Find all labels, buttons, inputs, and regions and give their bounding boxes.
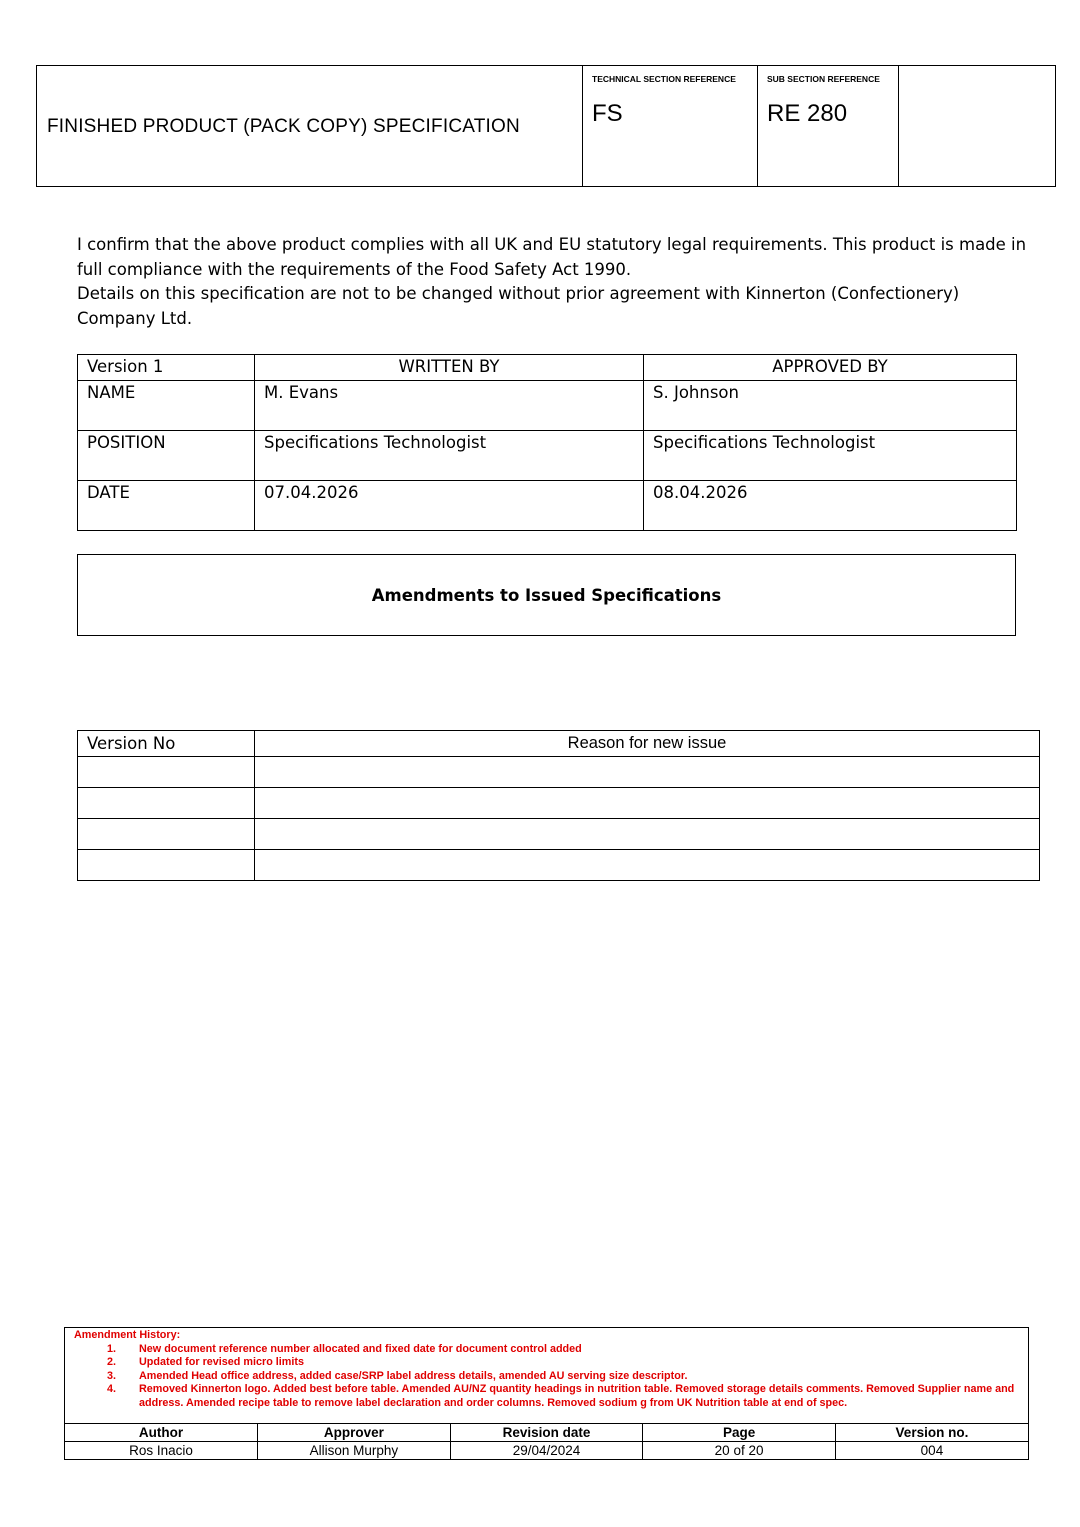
version-no-value: 004 [835, 1442, 1028, 1460]
row-label: NAME [78, 381, 255, 431]
approver-value: Allison Murphy [258, 1442, 451, 1460]
revision-date-header: Revision date [450, 1424, 643, 1442]
version-no-cell [78, 819, 255, 850]
item-number: 4. [107, 1383, 117, 1395]
table-row [78, 757, 1040, 788]
document-footer [64, 1327, 1029, 1460]
written-value: M. Evans [255, 381, 644, 431]
item-text: Removed Kinnerton logo. Added best before table. Amended AU/NZ quantity headings in nutrition table. Removed storage details comments. Removed Supplier name and address. Amended recipe table to remove label declaration and order columns. Removed sodium g from UK Nutrition table at end of spec. [139, 1383, 1015, 1409]
reason-cell [255, 850, 1040, 881]
signoff-table [77, 354, 1017, 531]
list-item [74, 1343, 1019, 1357]
document-control-table [65, 1423, 1028, 1459]
version-no-cell [78, 757, 255, 788]
version-no-header: Version No [78, 731, 255, 757]
list-item [74, 1356, 1019, 1370]
version-table [77, 730, 1040, 881]
signoff-header-row [78, 355, 1017, 381]
item-number: 3. [107, 1369, 117, 1382]
version-cell: Version 1 [78, 355, 255, 381]
item-number: 1. [107, 1342, 117, 1355]
table-row [78, 788, 1040, 819]
list-item [74, 1383, 1019, 1410]
table-row [78, 850, 1040, 881]
item-text: Updated for revised micro limits [139, 1356, 304, 1368]
sub-section-label: SUB SECTION REFERENCE [767, 74, 880, 84]
table-row [78, 381, 1017, 431]
approved-value: Specifications Technologist [644, 431, 1017, 481]
amendment-list [74, 1343, 1019, 1411]
row-label: DATE [78, 481, 255, 531]
blank-cell [899, 66, 1055, 186]
author-value: Ros Inacio [65, 1442, 258, 1460]
written-value: Specifications Technologist [255, 431, 644, 481]
technical-section-value: FS [592, 100, 623, 127]
amendment-history [65, 1328, 1028, 1423]
revision-date-value: 29/04/2024 [450, 1442, 643, 1460]
item-text: New document reference number allocated and fixed date for document control added [139, 1342, 582, 1355]
amendments-heading: Amendments to Issued Specifications [77, 554, 1016, 636]
control-value-row [65, 1442, 1028, 1460]
sub-section-cell [758, 66, 899, 186]
approver-header: Approver [258, 1424, 451, 1442]
reason-cell [255, 788, 1040, 819]
version-no-cell [78, 850, 255, 881]
title-cell [37, 66, 583, 186]
compliance-statement [77, 233, 1027, 331]
written-value: 07.04.2026 [255, 481, 644, 531]
sub-section-value: RE 280 [767, 100, 848, 127]
item-text: Amended Head office address, added case/SRP label address details, amended AU serving size descriptor. [139, 1369, 688, 1382]
reason-header: Reason for new issue [255, 731, 1040, 757]
table-row [78, 481, 1017, 531]
document-header [36, 65, 1056, 187]
reason-cell [255, 757, 1040, 788]
table-row [78, 819, 1040, 850]
approved-value: S. Johnson [644, 381, 1017, 431]
reason-cell [255, 819, 1040, 850]
page-number-value: 20 of 20 [643, 1442, 836, 1460]
amendment-history-title: Amendment History: [74, 1329, 181, 1341]
control-header-row [65, 1424, 1028, 1442]
written-by-header: WRITTEN BY [255, 355, 644, 381]
approved-by-header: APPROVED BY [644, 355, 1017, 381]
approved-value: 08.04.2026 [644, 481, 1017, 531]
version-no-header: Version no. [835, 1424, 1028, 1442]
document-title: FINISHED PRODUCT (PACK COPY) SPECIFICATION [47, 116, 520, 137]
compliance-text: I confirm that the above product complies with all UK and EU statutory legal requirements. This product is made in full compliance with the requirements of the Food Safety Act 1990. [77, 235, 1027, 279]
row-label: POSITION [78, 431, 255, 481]
table-row [78, 431, 1017, 481]
technical-section-cell [583, 66, 758, 186]
version-no-cell [78, 788, 255, 819]
version-header-row [78, 731, 1040, 757]
page-header: Page [643, 1424, 836, 1442]
technical-section-label: TECHNICAL SECTION REFERENCE [592, 74, 736, 84]
author-header: Author [65, 1424, 258, 1442]
list-item [74, 1370, 1019, 1384]
agreement-text: Details on this specification are not to be changed without prior agreement with Kinnerton (Confectionery) Company Ltd. [77, 284, 960, 328]
item-number: 2. [107, 1356, 117, 1368]
